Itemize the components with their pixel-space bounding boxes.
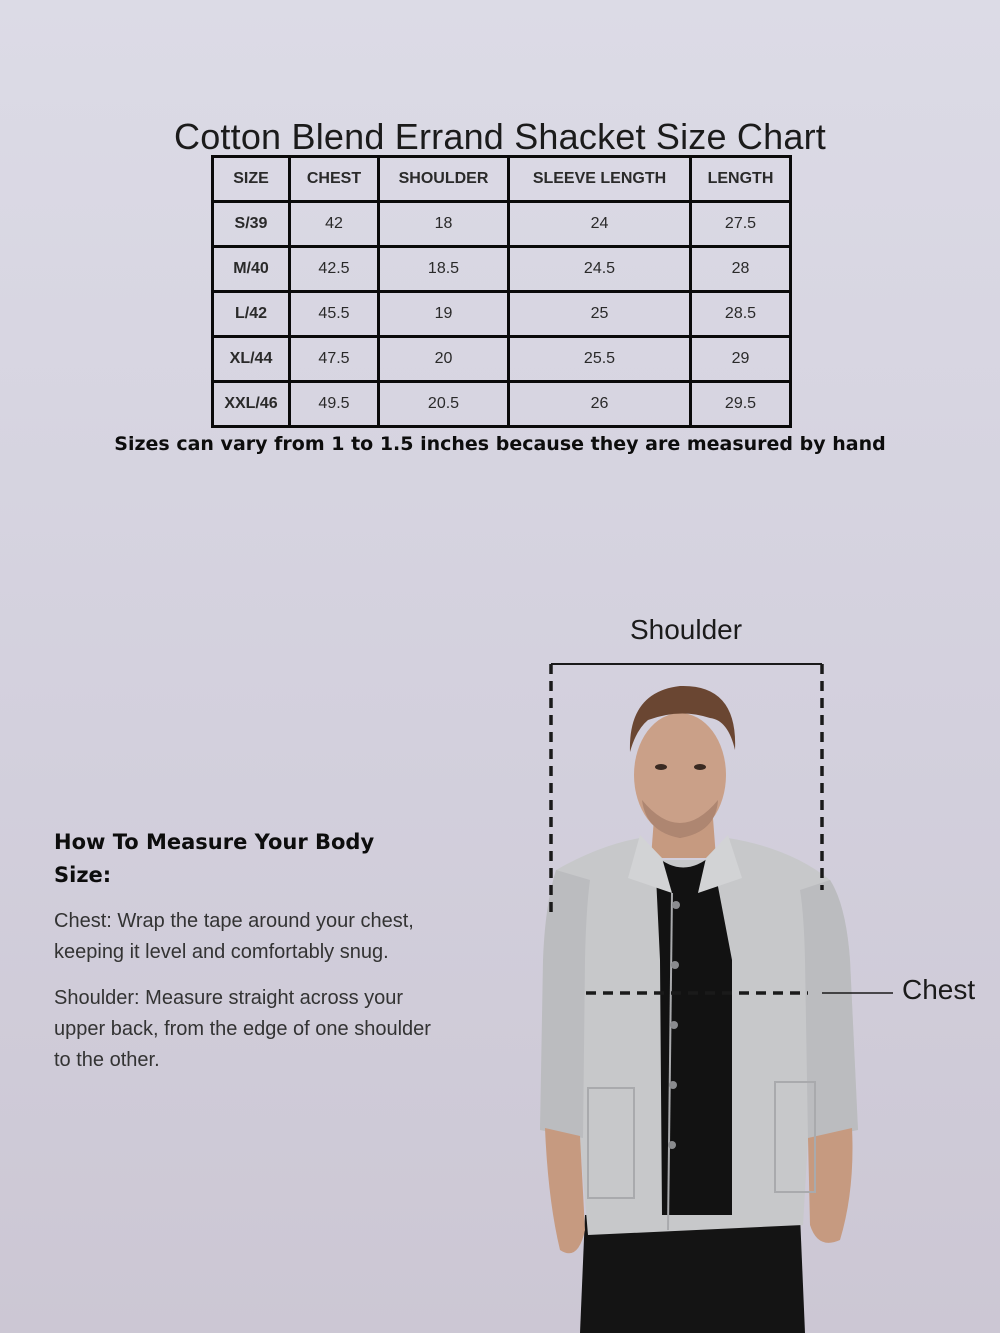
- table-cell: 19: [379, 292, 509, 337]
- shoulder-instruction: Shoulder: Measure straight across your upper back, from the edge of one shoulder to the other.: [54, 987, 431, 1071]
- column-header: SIZE: [213, 157, 290, 202]
- left-sleeve: [540, 870, 590, 1138]
- button: [668, 1141, 676, 1149]
- table-cell: 27.5: [691, 202, 791, 247]
- right-eye: [694, 764, 706, 770]
- right-sleeve: [800, 880, 858, 1140]
- table-cell: 29.5: [691, 382, 791, 427]
- column-header: LENGTH: [691, 157, 791, 202]
- size-cell: S/39: [213, 202, 290, 247]
- measurement-note: Sizes can vary from 1 to 1.5 inches because they are measured by hand: [114, 433, 886, 455]
- table-cell: 28.5: [691, 292, 791, 337]
- measure-heading: How To Measure Your Body Size:: [54, 830, 375, 887]
- size-cell: M/40: [213, 247, 290, 292]
- table-cell: 47.5: [290, 337, 379, 382]
- table-cell: 25.5: [509, 337, 691, 382]
- table-cell: 42.5: [290, 247, 379, 292]
- tshirt: [655, 855, 732, 1215]
- size-cell: XXL/46: [213, 382, 290, 427]
- table-cell: 29: [691, 337, 791, 382]
- chart-title: Cotton Blend Errand Shacket Size Chart: [174, 116, 826, 158]
- table-cell: 20: [379, 337, 509, 382]
- table-cell: 24: [509, 202, 691, 247]
- table-cell: 25: [509, 292, 691, 337]
- table-cell: 42: [290, 202, 379, 247]
- chest-instruction: Chest: Wrap the tape around your chest, keeping it level and comfortably snug.: [54, 910, 414, 963]
- table-cell: 45.5: [290, 292, 379, 337]
- shoulder-label: Shoulder: [629, 614, 743, 645]
- table-cell: 24.5: [509, 247, 691, 292]
- button: [671, 961, 679, 969]
- table-cell: 49.5: [290, 382, 379, 427]
- button: [669, 1081, 677, 1089]
- size-cell: XL/44: [213, 337, 290, 382]
- button: [672, 901, 680, 909]
- table-cell: 18.5: [379, 247, 509, 292]
- left-eye: [655, 764, 667, 770]
- table-cell: 26: [509, 382, 691, 427]
- chest-label: Chest: [902, 974, 976, 1005]
- left-hand: [545, 1128, 585, 1253]
- table-cell: 18: [379, 202, 509, 247]
- table-cell: 20.5: [379, 382, 509, 427]
- column-header: SHOULDER: [379, 157, 509, 202]
- table-cell: 28: [691, 247, 791, 292]
- size-cell: L/42: [213, 292, 290, 337]
- column-header: CHEST: [290, 157, 379, 202]
- column-header: SLEEVE LENGTH: [509, 157, 691, 202]
- button: [670, 1021, 678, 1029]
